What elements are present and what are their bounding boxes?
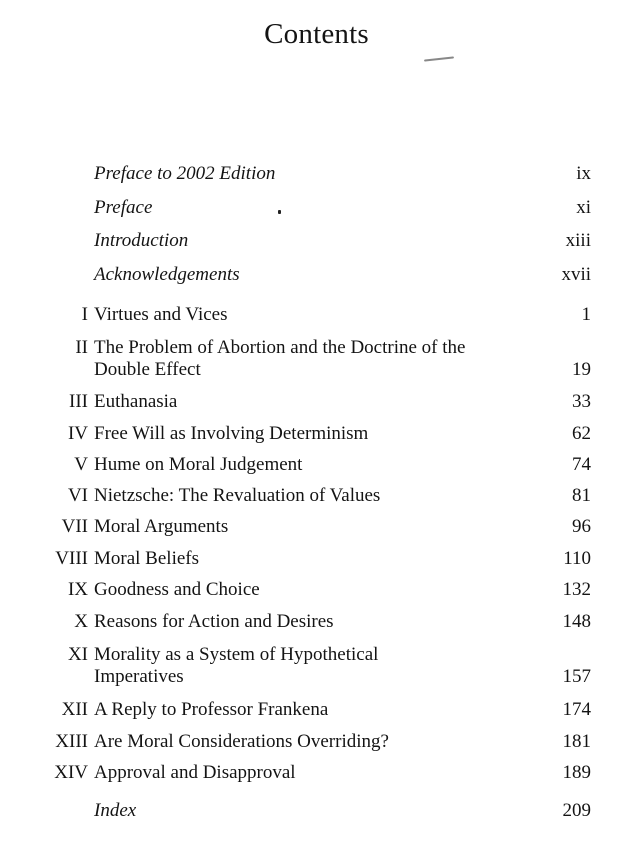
chapter-number: II [75,337,88,358]
entry-title-line: Acknowledgements [94,264,240,285]
entry-title-line: Virtues and Vices [94,304,228,325]
page-number: xvii [561,264,591,285]
page-number: 81 [572,485,591,506]
page-number: 33 [572,391,591,412]
chapter-number: VIII [55,548,88,569]
entry-title [94,230,544,252]
entry-title-line: Are Moral Considerations Overriding? [94,731,389,752]
chapter-number: V [74,454,88,475]
page-number: 132 [562,579,591,600]
chapter-number: XIV [54,762,88,783]
entry-title [94,516,544,538]
chapter-number: IX [67,579,88,600]
page-number: 1 [581,304,591,325]
entry-title-line: Nietzsche: The Revaluation of Values [94,485,381,506]
entry-title-line: Euthanasia [94,391,178,412]
chapter-number: III [69,391,88,412]
page-number: 174 [562,699,591,720]
entry-title-line: Introduction [94,230,189,251]
entry-title [94,391,544,413]
page-number: 157 [562,666,591,687]
page-number: 74 [572,454,591,475]
entry-title [94,337,544,381]
entry-title-line: Free Will as Involving Determinism [94,423,369,444]
entry-title-line: A Reply to Professor Frankena [94,699,329,720]
entry-title-line: Imperatives [94,666,184,687]
page-number: ix [576,163,591,184]
entry-title [94,485,544,507]
page-number: xi [576,197,591,218]
entry-title-line: Goodness and Choice [94,579,260,600]
page-number: 209 [562,800,591,821]
entry-title-line: Approval and Disapproval [94,762,296,783]
page-number: 19 [572,359,591,380]
entry-title [94,699,544,721]
entry-title [94,454,544,476]
entry-title [94,264,544,286]
entry-title [94,548,544,570]
entry-title-line: Double Effect [94,359,201,380]
page-number: 181 [562,731,591,752]
entry-title [94,762,544,784]
chapter-number: VI [67,485,88,506]
entry-title [94,197,544,219]
entry-title [94,800,544,822]
entry-title-line: The Problem of Abortion and the Doctrine of the [94,337,466,358]
entry-title-line: Hume on Moral Judgement [94,454,303,475]
chapter-number: X [74,611,88,632]
page-title: Contents [264,18,369,50]
entry-title-line: Reasons for Action and Desires [94,611,334,632]
page-number: 110 [563,548,591,569]
page-number: 62 [572,423,591,444]
chapter-number: VII [61,516,88,537]
page-number: xiii [565,230,591,251]
chapter-number: I [81,304,88,325]
entry-title-line: Moral Beliefs [94,548,200,569]
entry-title [94,731,544,753]
entry-title [94,304,544,326]
chapter-number: XI [67,644,88,665]
entry-title [94,579,544,601]
entry-title [94,423,544,445]
page-number: 148 [562,611,591,632]
entry-title [94,644,544,688]
entry-title [94,163,544,185]
entry-title-line: Moral Arguments [94,516,229,537]
ink-smudge [424,56,454,61]
entry-title [94,611,544,633]
entry-title-line: Morality as a System of Hypothetical [94,644,379,665]
chapter-number: XII [61,699,88,720]
entry-title-line: Preface to 2002 Edition [94,163,276,184]
chapter-number: XIII [55,731,88,752]
page-number: 96 [572,516,591,537]
entry-title-line: Index [94,800,137,821]
page-number: 189 [562,762,591,783]
chapter-number: IV [67,423,88,444]
entry-title-line: Preface [94,197,153,218]
